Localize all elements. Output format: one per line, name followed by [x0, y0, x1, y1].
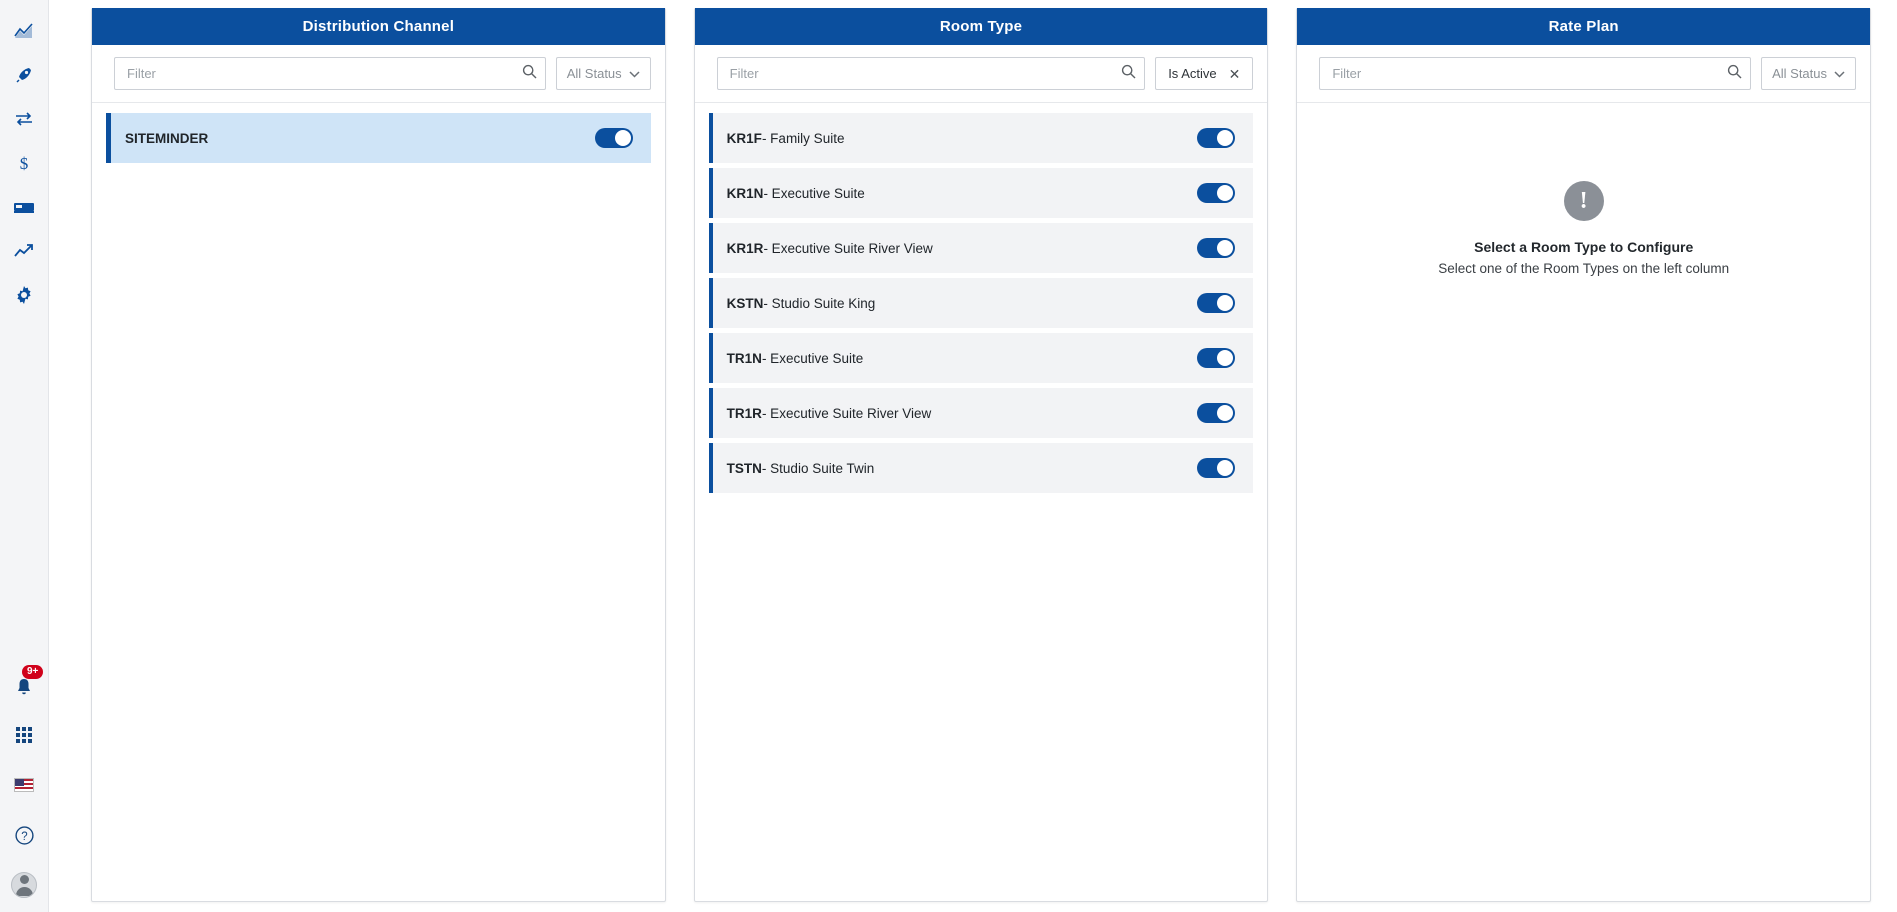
- toggle-knob: [1217, 240, 1233, 256]
- row-active-toggle[interactable]: [1197, 238, 1235, 258]
- bell-icon[interactable]: [9, 666, 39, 700]
- status-filter-rate-plan[interactable]: [1761, 57, 1856, 90]
- row-label: - Studio Suite King: [763, 295, 876, 311]
- row-active-toggle[interactable]: [1197, 403, 1235, 423]
- panel-distribution-channel: [91, 8, 666, 902]
- left-icon-rail: [0, 0, 49, 912]
- toggle-knob: [615, 130, 631, 146]
- status-filter-label-distribution-channel: All Status: [566, 66, 622, 81]
- exclamation-icon: !: [1564, 181, 1604, 221]
- filter-search-distribution-channel: [114, 57, 546, 90]
- row-label: - Studio Suite Twin: [761, 460, 875, 476]
- gear-icon[interactable]: [9, 280, 39, 310]
- empty-state: [1311, 113, 1856, 891]
- apps-grid-glyph: [16, 727, 32, 743]
- table-row[interactable]: [709, 278, 1254, 328]
- panel-room-type: [694, 8, 1269, 902]
- status-filter-label-room-type: Is Active: [1168, 66, 1217, 81]
- row-label: - Executive Suite River View: [761, 405, 932, 421]
- row-active-toggle[interactable]: [1197, 183, 1235, 203]
- help-circle-icon[interactable]: [9, 820, 39, 850]
- flag-us-icon[interactable]: [9, 770, 39, 800]
- row-code: TSTN: [726, 460, 762, 476]
- chevron-down-icon: [629, 66, 640, 81]
- notification-badge: 9+: [22, 665, 43, 679]
- toggle-knob: [1217, 460, 1233, 476]
- row-code: TR1N: [726, 350, 762, 366]
- panel-rate-plan: [1296, 8, 1871, 902]
- close-icon[interactable]: ✕: [1228, 65, 1241, 82]
- row-label: - Executive Suite: [763, 185, 865, 201]
- filter-input-room-type[interactable]: [717, 57, 1146, 90]
- apps-grid-icon[interactable]: [9, 720, 39, 750]
- svg-text:$: $: [19, 154, 29, 173]
- panel-title-rate-plan: Rate Plan: [1297, 8, 1870, 45]
- filter-search-room-type: [717, 57, 1146, 90]
- table-row[interactable]: [106, 113, 651, 163]
- table-row[interactable]: [709, 223, 1254, 273]
- exchange-arrows-icon[interactable]: [9, 104, 39, 134]
- toolbar-rate-plan: [1297, 45, 1870, 103]
- list-distribution-channel: [92, 103, 665, 901]
- flag-us-glyph: [14, 778, 34, 792]
- status-filter-distribution-channel[interactable]: [556, 57, 651, 90]
- row-text: [727, 461, 875, 476]
- toolbar-room-type: [695, 45, 1268, 103]
- toggle-knob: [1217, 185, 1233, 201]
- row-text: [727, 351, 864, 366]
- row-code: KR1R: [726, 240, 764, 256]
- panel-title-room-type: Room Type: [695, 8, 1268, 45]
- empty-state-subtitle: Select one of the Room Types on the left column: [1438, 261, 1730, 276]
- table-row[interactable]: [709, 443, 1254, 493]
- row-code: KSTN: [726, 295, 764, 311]
- rail-bottom-icons: [0, 666, 48, 900]
- row-code: TR1R: [726, 405, 762, 421]
- chart-area-icon[interactable]: [9, 16, 39, 46]
- panel-title-distribution-channel: Distribution Channel: [92, 8, 665, 45]
- user-avatar[interactable]: [9, 870, 39, 900]
- three-column-layout: [49, 0, 1897, 912]
- rail-top-icons: [9, 0, 39, 310]
- rate-plan-empty-state-body: [1297, 103, 1870, 901]
- row-label: - Executive Suite: [761, 350, 864, 366]
- row-active-toggle[interactable]: [595, 128, 633, 148]
- bed-icon[interactable]: [9, 192, 39, 222]
- status-filter-label-rate-plan: All Status: [1772, 66, 1828, 81]
- filter-search-rate-plan: [1319, 57, 1751, 90]
- toggle-knob: [1217, 295, 1233, 311]
- status-filter-room-type[interactable]: [1155, 57, 1253, 90]
- row-active-toggle[interactable]: [1197, 348, 1235, 368]
- list-room-type: [695, 103, 1268, 901]
- table-row[interactable]: [709, 168, 1254, 218]
- row-active-toggle[interactable]: [1197, 128, 1235, 148]
- row-label: - Executive Suite River View: [763, 240, 933, 256]
- toggle-knob: [1217, 350, 1233, 366]
- table-row[interactable]: [709, 388, 1254, 438]
- empty-state-title: Select a Room Type to Configure: [1474, 239, 1694, 255]
- row-text: [727, 296, 876, 311]
- toggle-knob: [1217, 130, 1233, 146]
- dollar-icon[interactable]: [9, 148, 39, 178]
- row-code: KR1N: [726, 185, 764, 201]
- table-row[interactable]: [709, 113, 1254, 163]
- row-text: [727, 131, 845, 146]
- avatar-glyph: [11, 872, 37, 898]
- row-text: [125, 131, 208, 146]
- trend-up-icon[interactable]: [9, 236, 39, 266]
- toggle-knob: [1217, 405, 1233, 421]
- chevron-down-icon: [1834, 66, 1845, 81]
- row-label: - Family Suite: [761, 130, 845, 146]
- rocket-icon[interactable]: [9, 60, 39, 90]
- row-text: [727, 406, 932, 421]
- svg-text:?: ?: [20, 830, 28, 843]
- filter-input-rate-plan[interactable]: [1319, 57, 1751, 90]
- table-row[interactable]: [709, 333, 1254, 383]
- row-active-toggle[interactable]: [1197, 458, 1235, 478]
- filter-input-distribution-channel[interactable]: [114, 57, 546, 90]
- row-active-toggle[interactable]: [1197, 293, 1235, 313]
- row-text: [727, 186, 865, 201]
- row-code: SITEMINDER: [125, 130, 209, 146]
- row-text: [727, 241, 933, 256]
- row-code: KR1F: [726, 130, 762, 146]
- toolbar-distribution-channel: [92, 45, 665, 103]
